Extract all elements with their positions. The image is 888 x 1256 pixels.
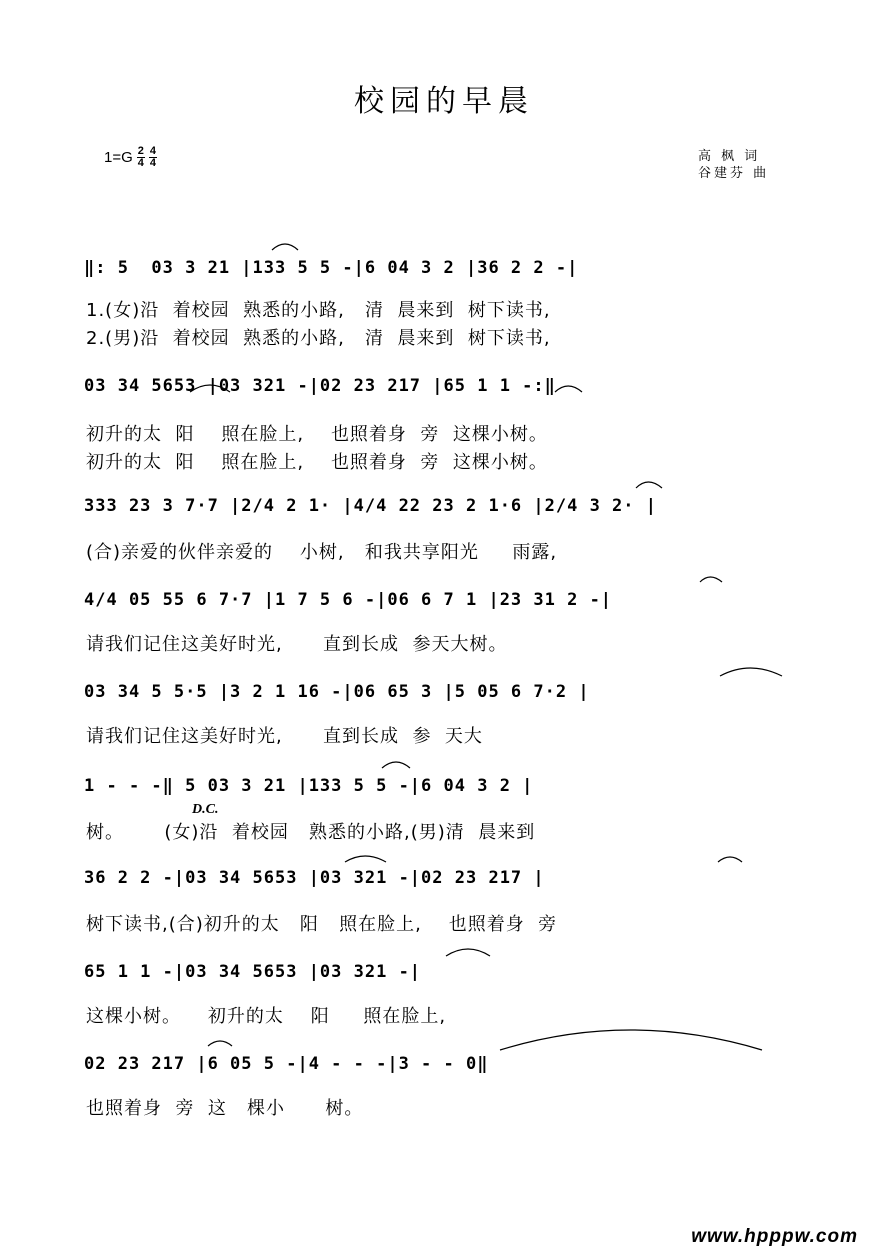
lyricist-credit: 高 枫 词: [698, 149, 761, 164]
slur: [718, 857, 742, 862]
key-label: 1=G: [104, 149, 133, 166]
lyric-line: (合)亲爱的伙伴亲爱的 小树, 和我共享阳光 雨露,: [86, 542, 558, 563]
notation-line: ‖: 5 03 3 21 |133 5 5 -|6 04 3 2 |36 2 2 -|: [84, 258, 579, 278]
notation-line: 02 23 217 |6 05 5 -|4 - - -|3 - - 0‖: [84, 1054, 489, 1074]
slur: [700, 577, 722, 582]
slur: [500, 1030, 762, 1050]
notation-line: 65 1 1 -|03 34 5653 |03 321 -|: [84, 962, 422, 982]
slur: [190, 385, 230, 392]
slur: [208, 1041, 232, 1046]
slur: [272, 244, 298, 250]
notation-line: 03 34 5 5·5 |3 2 1 16 -|06 65 3 |5 05 6 7·2 |: [84, 682, 590, 702]
notation-line: 03 34 5653 |03 321 -|02 23 217 |65 1 1 -:‖: [84, 376, 556, 396]
composer-credit: 谷建芬 曲: [698, 166, 770, 181]
lyric-line: 初升的太 阳 照在脸上, 也照着身 旁 这棵小树。: [86, 452, 548, 473]
dc-marking: D.C.: [192, 802, 219, 817]
notation-line: 4/4 05 55 6 7·7 |1 7 5 6 -|06 6 7 1 |23 31 2 -|: [84, 590, 613, 610]
slur: [446, 949, 490, 956]
lyric-line: 这棵小树。 初升的太 阳 照在脸上,: [86, 1006, 447, 1027]
slur: [555, 386, 582, 392]
song-title: 校园的早晨: [354, 84, 534, 119]
slur: [382, 762, 410, 768]
lyric-line: 1.(女)沿 着校园 熟悉的小路, 清 晨来到 树下读书,: [86, 300, 551, 321]
lyric-line: 树下读书,(合)初升的太 阳 照在脸上, 也照着身 旁: [86, 914, 558, 935]
time-signature-4-4: $\frac{4}{4}$: [149, 145, 157, 169]
lyric-line: 请我们记住这美好时光, 直到长成 参 天大: [86, 726, 483, 747]
notation-line: 1 - - -‖ 5 03 3 21 |133 5 5 -|6 04 3 2 |: [84, 776, 534, 796]
slur: [720, 668, 782, 676]
site-watermark: www.hpppw.com: [691, 1226, 858, 1247]
lyric-line: 树。 (女)沿 着校园 熟悉的小路,(男)清 晨来到: [86, 822, 536, 843]
time-signature-2-4: $\frac{2}{4}$: [137, 145, 144, 169]
notation-line: 36 2 2 -|03 34 5653 |03 321 -|02 23 217 |: [84, 868, 545, 888]
notation-line: 333 23 3 7·7 |2/4 2 1· |4/4 22 23 2 1·6 |2/4 3 2· |: [84, 496, 657, 516]
lyric-line: 也照着身 旁 这 棵小 树。: [86, 1098, 364, 1119]
lyric-line: 初升的太 阳 照在脸上, 也照着身 旁 这棵小树。: [86, 424, 548, 445]
lyric-line: 2.(男)沿 着校园 熟悉的小路, 清 晨来到 树下读书,: [86, 328, 551, 349]
slur: [636, 482, 662, 488]
lyric-line: 请我们记住这美好时光, 直到长成 参天大树。: [86, 634, 508, 655]
slur: [345, 856, 386, 862]
